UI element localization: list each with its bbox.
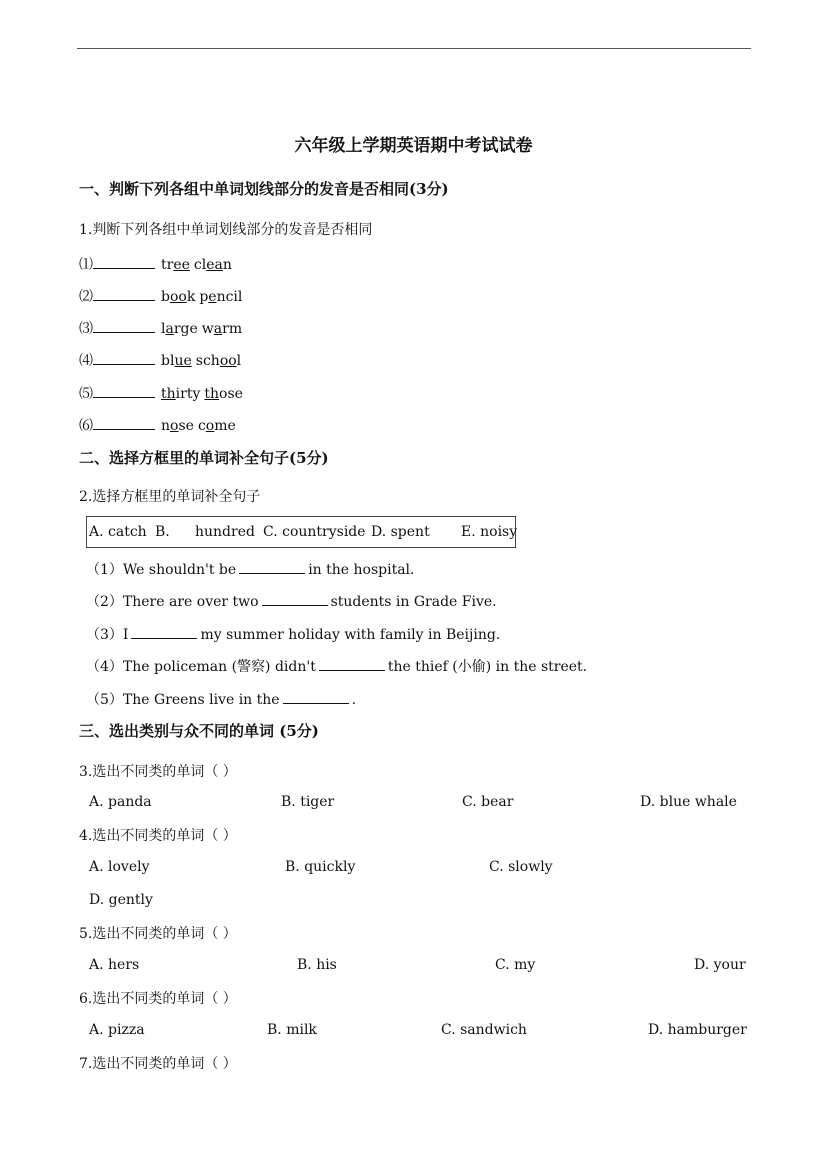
section-3-heading: 三、选出类别与众不同的单词 (5分) <box>79 722 319 740</box>
q4-option[interactable]: D. gently <box>89 892 153 908</box>
q2-sentence: （5）The Greens live in the . <box>86 689 356 709</box>
q2-sentence: （4）The policeman (警察) didn't the thief (小偷) in the street. <box>86 656 587 676</box>
q5-option[interactable]: B. his <box>297 957 337 973</box>
q6-option[interactable]: A. pizza <box>89 1022 145 1038</box>
q6-option[interactable]: B. milk <box>267 1022 317 1038</box>
q3-option[interactable]: B. tiger <box>281 794 335 810</box>
word-option: A. catch <box>89 524 147 540</box>
answer-blank[interactable] <box>283 689 349 704</box>
question-4-prompt: 4.选出不同类的单词（ ） <box>79 828 237 844</box>
q3-option[interactable]: C. bear <box>462 794 514 810</box>
q2-sentence: （1）We shouldn't be in the hospital. <box>86 559 414 579</box>
question-2-prompt: 2.选择方框里的单词补全句子 <box>79 489 261 505</box>
word-option: E. noisy <box>461 524 518 540</box>
answer-blank[interactable] <box>93 254 155 269</box>
q4-option[interactable]: A. lovely <box>89 859 150 875</box>
q3-option[interactable]: D. blue whale <box>640 794 737 810</box>
q1-item: ⑷ blue school <box>79 350 241 370</box>
q1-item: ⑴ tree clean <box>79 254 232 274</box>
word-option: hundred <box>195 524 255 540</box>
q4-option[interactable]: B. quickly <box>285 859 356 875</box>
answer-blank[interactable] <box>239 559 305 574</box>
question-7-prompt: 7.选出不同类的单词（ ） <box>79 1056 237 1072</box>
answer-blank[interactable] <box>93 286 155 301</box>
answer-blank[interactable] <box>131 624 197 639</box>
word-option: B. <box>155 524 170 540</box>
word-option: C. countryside <box>263 524 366 540</box>
question-5-prompt: 5.选出不同类的单词（ ） <box>79 926 237 942</box>
answer-blank[interactable] <box>93 350 155 365</box>
page-title: 六年级上学期英语期中考试试卷 <box>294 136 533 156</box>
q5-option[interactable]: A. hers <box>89 957 140 973</box>
question-3-prompt: 3.选出不同类的单词（ ） <box>79 764 237 780</box>
q6-option[interactable]: C. sandwich <box>441 1022 527 1038</box>
q1-item: ⑵ book pencil <box>79 286 242 306</box>
q1-item: ⑶ large warm <box>79 318 242 338</box>
answer-blank[interactable] <box>93 415 155 430</box>
section-1-heading: 一、判断下列各组中单词划线部分的发音是否相同(3分) <box>79 180 449 198</box>
answer-blank[interactable] <box>93 383 155 398</box>
q2-sentence: （3）I my summer holiday with family in Beijing. <box>86 624 500 644</box>
q5-option[interactable]: D. your <box>694 957 746 973</box>
q5-option[interactable]: C. my <box>495 957 536 973</box>
q1-item: ⑸ thirty those <box>79 383 243 403</box>
q4-option[interactable]: C. slowly <box>489 859 553 875</box>
q1-item: ⑹ nose come <box>79 415 236 435</box>
answer-blank[interactable] <box>319 656 385 671</box>
q6-option[interactable]: D. hamburger <box>648 1022 747 1038</box>
answer-blank[interactable] <box>93 318 155 333</box>
question-1-prompt: 1.判断下列各组中单词划线部分的发音是否相同 <box>79 222 373 238</box>
q2-sentence: （2）There are over two students in Grade Five. <box>86 591 497 611</box>
word-bank-box <box>86 516 516 548</box>
word-option: D. spent <box>371 524 430 540</box>
section-2-heading: 二、选择方框里的单词补全句子(5分) <box>79 449 329 467</box>
answer-blank[interactable] <box>262 591 328 606</box>
q3-option[interactable]: A. panda <box>89 794 152 810</box>
question-6-prompt: 6.选出不同类的单词（ ） <box>79 991 237 1007</box>
header-rule <box>77 48 751 49</box>
